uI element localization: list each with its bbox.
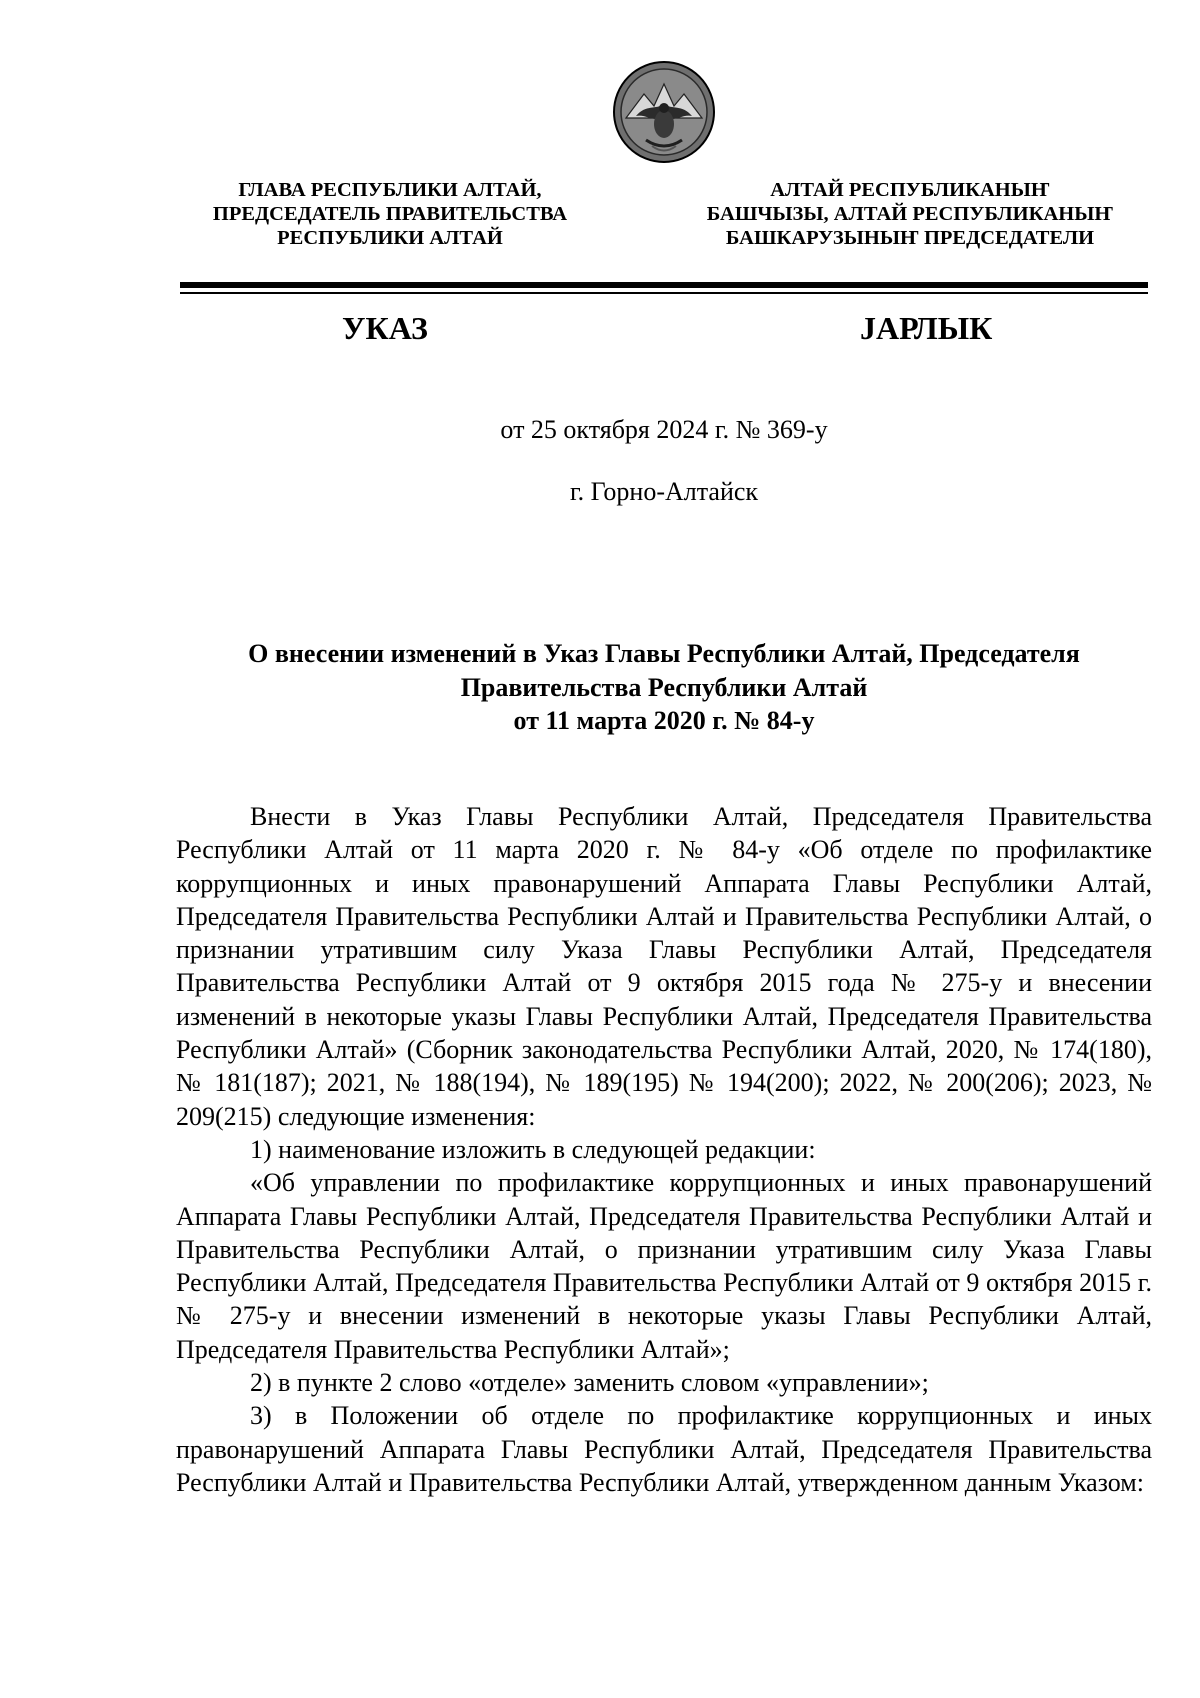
header-right	[700, 178, 1120, 250]
doc-type-alt: ЈАРЛЫК	[860, 310, 993, 346]
document-date-number: от 25 октября 2024 г. № 369-у	[500, 415, 828, 444]
header-left-line: ГЛАВА РЕСПУБЛИКИ АЛТАЙ,	[238, 179, 542, 201]
header-left-line: РЕСПУБЛИКИ АЛТАЙ	[277, 227, 503, 249]
body-paragraph: 1) наименование изложить в следующей редакции:	[250, 1134, 816, 1164]
title-line: О внесении изменений в Указ Главы Республики Алтай, Председателя	[248, 639, 1080, 668]
body-paragraph: «Об управлении по профилактике коррупционных и иных правонарушений Аппарата Главы Республики Алтай, Председателя Правительства Республики Алтай и Правительства Республики Алтай, о признании утратившим силу Указа Главы Республики Алтай, Председателя Правительства Республики Алтай от 9 октября 2015 г. № 275-у и внесении изменений в некоторые указы Главы Республики Алтай, Председателя Правительства Республики Алтай»;	[176, 1168, 1152, 1364]
header-left-line: ПРЕДСЕДАТЕЛЬ ПРАВИТЕЛЬСТВА	[212, 203, 568, 225]
title-line: Правительства Республики Алтай	[460, 672, 868, 702]
header-divider-thick	[180, 282, 1148, 288]
doc-type-ru: УКАЗ	[342, 310, 428, 346]
header-divider-thin	[180, 292, 1148, 294]
body-paragraph: 2) в пункте 2 слово «отделе» заменить словом «управлении»;	[250, 1368, 929, 1398]
header-right-line: БАШКАРУЗЫНЫҤ ПРЕДСЕДАТЕЛИ	[725, 227, 1095, 249]
header-left	[180, 178, 600, 250]
document-city: г. Горно-Алтайск	[569, 477, 759, 506]
body-paragraph: 3) в Положении об отделе по профилактике коррупционных и иных правонарушений Аппарата Главы Республики Алтай, Председателя Правительства Республики Алтай и Правительства Республики Алтай, утвержденном данным Указом:	[176, 1401, 1152, 1497]
header-right-line: БАШЧЫЗЫ, АЛТАЙ РЕСПУБЛИКАНЫҤ	[706, 203, 1114, 225]
document-body	[176, 800, 1152, 1499]
document-title	[180, 637, 1148, 738]
title-line: от 11 марта 2020 г. № 84-у	[513, 706, 815, 735]
header-right-line: АЛТАЙ РЕСПУБЛИКАНЫҤ	[770, 179, 1050, 201]
republic-altai-emblem-icon	[612, 60, 716, 164]
body-paragraph: Внести в Указ Главы Республики Алтай, Председателя Правительства Республики Алтай от 11 марта 2020 г. № 84-у «Об отделе по профилактике коррупционных и иных правонарушений Аппарата Главы Республики Алтай, Председателя Правительства Республики Алтай и Правительства Республики Алтай, о признании утратившим силу Указа Главы Республики Алтай, Председателя Правительства Республики Алтай от 9 октября 2015 года № 275-у и внесении изменений в некоторые указы Главы Республики Алтай, Председателя Правительства Республики Алтай» (Сборник законодательства Республики Алтай, 2020, № 174(180), № 181(187); 2021, № 188(194), № 189(195) № 194(200); 2022, № 200(206); 2023, № 209(215) следующие изменения:	[176, 802, 1152, 1131]
